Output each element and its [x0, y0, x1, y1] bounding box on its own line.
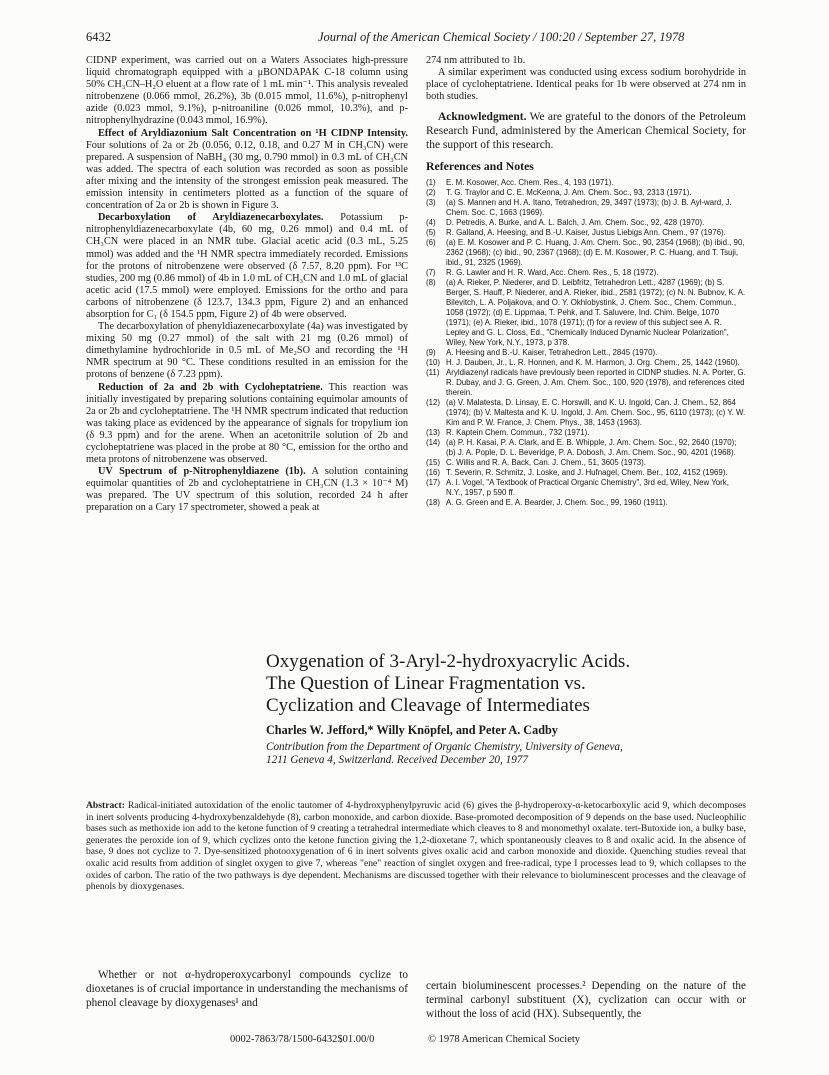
authors: Charles W. Jefford,* Willy Knöpfel, and Peter A. Cadby [266, 723, 558, 737]
paragraph: A similar experiment was conducted using excess sodium borohydride in place of cycloheptatriene. Identical peaks for 1b were observed at 274 nm in both studies. [426, 67, 746, 103]
paragraph: 274 nm attributed to 1b. [426, 55, 526, 66]
reference-item [426, 218, 746, 228]
reference-text: C. Willis and R. A. Back, Can. J. Chem., 51, 3605 (1973). [446, 458, 646, 468]
reference-number: (2) [426, 188, 436, 198]
reference-number: (4) [426, 218, 436, 228]
reference-item [426, 368, 746, 398]
reference-number: (7) [426, 268, 436, 278]
reference-text: R. G. Lawler and H. R. Ward, Acc. Chem. Res., 5, 18 (1972). [446, 268, 659, 278]
reference-number: (15) [426, 458, 441, 468]
intro-paragraph: certain bioluminescent processes.² Depending on the nature of the terminal carbonyl substituent (X), cyclization can occur with or without the loss of acid (HX). Subsequently, the [426, 980, 746, 1020]
paragraph [86, 212, 408, 321]
section-runin-heading: Decarboxylation of Aryldiazenecarboxylates. [98, 212, 324, 224]
reference-item [426, 348, 746, 358]
running-header: Journal of the American Chemical Society / 100:20 / September 27, 1978 [318, 30, 685, 44]
reference-number: (17) [426, 478, 441, 488]
reference-item [426, 198, 746, 218]
article-title [266, 651, 746, 717]
reference-item [426, 358, 746, 368]
reference-item [426, 438, 746, 458]
paragraph-body: Potassium p-nitrophenyldiazenecarboxylate (4b, 60 mg, 0.26 mmol) and 0.4 mL of CH₃CN were placed in an NMR tube. Glacial acetic acid (0.3 mL, 5.25 mmol) was added and the ¹H NMR spectra immediately recorded. Emissions for the protons of nitrobenzene were observed (δ 7.57, 8.20 ppm). For ¹³C studies, 200 mg (0.86 mmol) of 4b in 1.0 mL of CH₃CN and 1.0 mL of glacial acetic acid (17.5 mmol) were employed. Emissions for the ortho and para carbons of nitrobenzene (δ 123.7, 134.3 ppm, Figure 2) and an enhanced absorption for C₁ (δ 154.5 ppm, Figure 2) of 4b were observed. [86, 212, 408, 320]
reference-text: (a) E. M. Kosower and P. C. Huang, J. Am. Chem. Soc., 90, 2354 (1968); (b) ibid., 90, 2362 (1968); (c) ibid., 90, 2367 (1968); (d) E. M. Kosower, P. C. Huang, and T. Tsuji, ibid., 91, 2325 (1969). [446, 238, 745, 268]
affiliation-line: 1211 Geneva 4, Switzerland. Received December 20, 1977 [266, 754, 528, 766]
reference-text: A. Heesing and B.-U. Kaiser, Tetrahedron Lett., 2845 (1970). [446, 348, 658, 358]
references-heading: References and Notes [426, 159, 534, 174]
paragraph-body: This reaction was initially investigated by preparing solutions containing equimolar amounts of 2a or 2b and cycloheptatriene. The ¹H NMR spectrum indicated that reduction was taking place as evidenced by the appearance of signals for tropylium ion (δ 9.3 ppm) and for the arene. When an acetonitrile solution of 2b and cycloheptatriene was placed in the probe at 80 °C, emission for the ortho and meta protons of nitrobenzene was observed. [86, 381, 408, 466]
reference-text: T. Severin, R. Schmitz, J. Loske, and J. Hufnagel, Chem. Ber., 102, 4152 (1969). [446, 468, 728, 478]
reference-number: (18) [426, 498, 441, 508]
acknowledgment-body: We are grateful to the donors of the Petroleum Research Fund, administered by the American Chemical Society, for the support of this research. [426, 111, 746, 152]
abstract [86, 800, 746, 893]
reference-number: (16) [426, 468, 441, 478]
reference-item [426, 468, 746, 478]
reference-text: R. Kaptein Chem. Commun., 732 (1971). [446, 428, 590, 438]
reference-text: H. J. Dauben, Jr., L. R. Honnen, and K. M. Harmon, J. Org. Chem., 25, 1442 (1960). [446, 358, 740, 368]
reference-text: T. G. Traylor and C. E. McKenna, J. Am. Chem. Soc., 93, 2313 (1971). [446, 188, 692, 198]
paragraph: CIDNP experiment, was carried out on a Waters Associates high-pressure liquid chromatograph equipped with a μBONDAPAK C-18 column using 50% CH₃CN–H₂O eluent at a flow rate of 1 mL min⁻¹. This analysis revealed nitrobenzene (0.066 mmol, 26.2%), 3b (0.015 mmol, 11.6%), p-nitrophenyl azide (0.023 mmol, 9.1%), p-nitroaniline (0.026 mmol, 10.3%), and p-nitrophenylhydrazine (0.043 mmol, 16.9%). [86, 55, 408, 127]
reference-number: (11) [426, 368, 440, 378]
page-number: 6432 [86, 30, 111, 44]
affiliation [266, 741, 736, 767]
reference-number: (12) [426, 398, 441, 408]
section-runin-heading: Effect of Aryldiazonium Salt Concentration on ¹H CIDNP Intensity. [98, 127, 408, 139]
reference-text: (a) P. H. Kasai, P. A. Clark, and E. B. Whipple, J. Am. Chem. Soc., 92, 2640 (1970); (b) J. A. Pople, D. L. Beveridge, P. A. Dobosh, J. Am. Chem. Soc., 90, 4201 (1968). [446, 438, 737, 458]
reference-item [426, 268, 746, 278]
acknowledgment-heading: Acknowledgment. [438, 111, 527, 124]
reference-item [426, 238, 746, 268]
abstract-text: Radical-initiated autoxidation of the enolic tautomer of 4-hydroxyphenylpyruvic acid (6) gives the β-hydroperoxy-α-ketocarboxylic acid 9, which decomposes in inert solvents producing 4-hydroxybenzaldehyde (8), carbon monoxide, and carbon dioxide. Base-promoted decomposition of 9 depends on the base used. Nucleophilic bases such as methoxide ion add to the ketone function of 9 creating a tetrahedral intermediate which cleaves to 8 and monomethyl oxalate. tert-Butoxide ion, a bulky base, generates the peroxide ion of 9, which cyclizes onto the ketone function giving the 1,2-dioxetane 7, which spontaneously cleaves to 8 and oxalic acid. In the absence of base, 9 does not cyclize to 7. Dye-sensitized photooxygenation of 6 in inert solvents gives oxalic acid and carbon monoxide and dioxide. Quenching studies reveal that oxalic acid results from addition of singlet oxygen to give 7, whereas "ene" reaction of singlet oxygen and free-radical, type I processes lead to 9, which collapses to the oxides of carbon. The ratio of the two pathways is dye dependent. Mechanisms are discussed together with their relevance to bioluminescent processes and the cleavage of phenols by dioxygenases. [86, 800, 746, 893]
reference-number: (10) [426, 358, 441, 368]
reference-number: (8) [426, 278, 436, 288]
section-runin-heading: UV Spectrum of p-Nitrophenyldiazene (1b). [98, 466, 306, 478]
reference-text: R. Galland, A. Heesing, and B.-U. Kaiser, Justus Liebigs Ann. Chem., 97 (1976). [446, 228, 726, 238]
reference-item [426, 398, 746, 428]
reference-number: (14) [426, 438, 441, 448]
paragraph [86, 466, 408, 514]
reference-number: (5) [426, 228, 436, 238]
reference-number: (13) [426, 428, 441, 438]
footer-code: 0002-7863/78/1500-6432$01.00/0 [230, 1034, 375, 1045]
section-runin-heading: Reduction of 2a and 2b with Cycloheptatriene. [98, 381, 323, 393]
left-column [86, 55, 408, 515]
reference-item [426, 278, 746, 348]
reference-item [426, 188, 746, 198]
reference-text: A. I. Vogel, "A Textbook of Practical Organic Chemistry", 3rd ed, Wiley, New York, N.Y., 1957, p 590 ff. [446, 478, 729, 498]
reference-item [426, 458, 746, 468]
footer-copyright: © 1978 American Chemical Society [428, 1034, 581, 1045]
reference-item [426, 498, 746, 508]
reference-text: D. Petredis, A. Burke, and A. L. Balch, J. Am. Chem. Soc., 92, 428 (1970). [446, 218, 705, 228]
reference-number: (1) [426, 178, 436, 188]
reference-item [426, 228, 746, 238]
intro-right-column [426, 969, 746, 1033]
reference-item [426, 178, 746, 188]
paragraph-body: A solution containing equimolar quantities of 2b and cycloheptatriene in CH₃CN (1.3 × 10⁻⁴ M) was prepared. The UV spectrum of this solution, recorded 24 h after preparation on a Cary 17 spectrometer, showed a peak at [86, 466, 408, 514]
paragraph [86, 382, 408, 467]
affiliation-line: Contribution from the Department of Organic Chemistry, University of Geneva, [266, 741, 623, 753]
title-line: Cyclization and Cleavage of Intermediates [266, 695, 590, 716]
intro-left-column [86, 969, 408, 1010]
right-column [426, 55, 746, 508]
references-list [426, 178, 746, 508]
reference-text: (a) V. Malatesta, D. Linsay, E. C. Horswill, and K. U. Ingold, Can. J. Chem., 52, 864 (1974); (b) V. Maltesta and K. U. Ingold, J. Am. Chem. Soc., 95, 6110 (1973); (c) Y. W. Kim and P. W. France, J. Chem. Phys., 38, 1453 (1963). [446, 398, 746, 428]
acknowledgment [426, 110, 746, 152]
intro-paragraph: Whether or not α-hydroperoxycarbonyl compounds cyclize to dioxetanes is of crucial importance in understanding the mechanisms of phenol cleavage by dioxygenases¹ and [86, 969, 408, 1009]
title-line: The Question of Linear Fragmentation vs. [266, 673, 586, 694]
reference-text: (a) S. Mannen and H. A. Itano, Tetrahedron, 29, 3497 (1973); (b) J. B. Ayl-ward, J. Chem. Soc. C, 1663 (1969). [446, 198, 732, 218]
reference-number: (9) [426, 348, 436, 358]
reference-text: (a) A. Rieker, P. Niederer, and D. Leibfritz, Tetrahedron Lett., 4287 (1969); (b) S. Berger, S. Hauff, P. Niederer, and A. Rieker, ibid., 2581 (1972); (c) N. N. Bubnov, K. A. Bilevitch, L. A. Poljakova, and O. Y. Okhlobystink, J. Chem. Soc., Chem. Commun., 1058 (1972); (d) E. Lippmaa, T. Pehk, and T. Saluvere, Ind. Chim. Belge, 1070 (1971); (e) A. Rieker, ibid., 1078 (1971); (f) for a review of this subject see A. R. Lepley and G. L. Closs, Ed., "Chemically Induced Dynamic Nuclear Polarization", Wiley, New York, N.Y., 1973, p 378. [446, 278, 746, 348]
reference-number: (6) [426, 238, 436, 248]
reference-text: A. G. Green and E. A. Bearder, J. Chem. Soc., 99, 1960 (1911). [446, 498, 668, 508]
abstract-label: Abstract: [86, 800, 125, 811]
paragraph [86, 128, 408, 213]
reference-text: E. M. Kosower, Acc. Chem. Res., 4, 193 (1971). [446, 178, 614, 188]
paragraph-body: Four solutions of 2a or 2b (0.056, 0.12, 0.18, and 0.27 M in CH₃CN) were prepared. A suspension of NaBH₄ (30 mg, 0.790 mmol) in 0.3 mL of CH₃CN was added. The spectra of each solution was recorded as soon as possible after mixing and the intensity of the strongest emission peak measured. The emission intensity in centimeters plotted as a function of the square of concentration of 2a or 2b is shown in Figure 3. [86, 139, 408, 212]
reference-number: (3) [426, 198, 436, 208]
title-line: Oxygenation of 3-Aryl-2-hydroxyacrylic Acids. [266, 651, 631, 672]
reference-item [426, 478, 746, 498]
paragraph: The decarboxylation of phenyldiazenecarboxylate (4a) was investigated by mixing 50 mg (0.27 mmol) of the salt with 21 mg (0.26 mmol) of dimethylamine hydrochloride in 0.5 mL of Me₂SO and recording the ¹H NMR spectrum at 90 °C. These conditions resulted in an emission for the protons of benzene (δ 7.23 ppm). [86, 321, 408, 381]
reference-text: Aryldiazenyl radicals have previously been reported in CIDNP studies. N. A. Porter, G. R. Dubay, and J. G. Green, J. Am. Chem. Soc., 100, 920 (1978), and references cited therein. [446, 368, 746, 398]
reference-item [426, 428, 746, 438]
